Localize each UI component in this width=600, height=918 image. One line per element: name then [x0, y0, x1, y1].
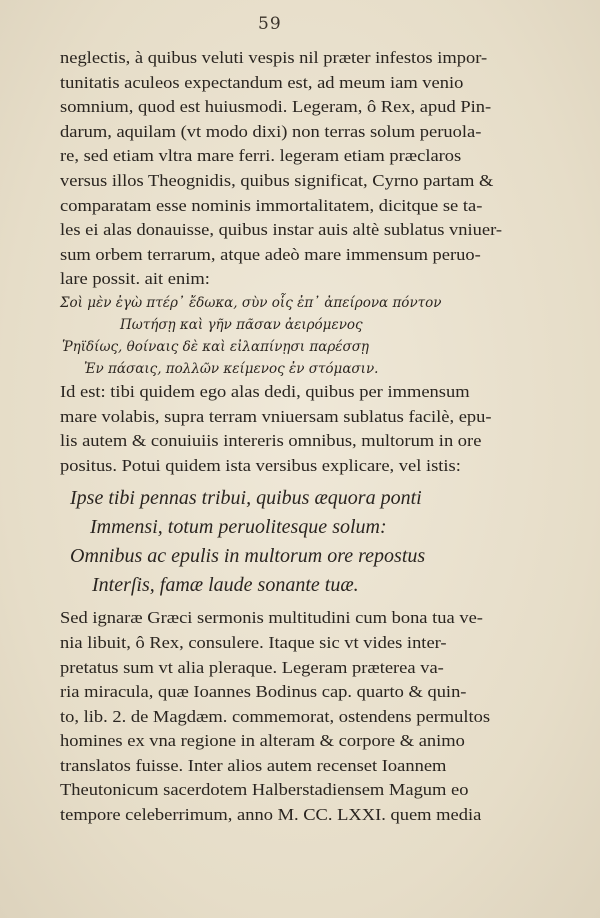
- greek-verse-line: Πωτήσῃ καὶ γῆν πᾶσαν ἀειρόμενος: [120, 316, 363, 333]
- page-number: 59: [258, 14, 282, 34]
- greek-verse-line: Ἐν πάσαις, πολλῶν κείμενος ἐν στόμασιν.: [84, 360, 379, 377]
- latin-verse-line: Omnibus ac epulis in multorum ore repostus: [70, 545, 426, 568]
- text-line: lare possit. ait enim:: [60, 269, 210, 289]
- text-line: Theutonicum sacerdotem Halberstadiensem Magum eo: [60, 780, 469, 800]
- text-line: homines ex vna regione in alteram & corpore & animo: [60, 731, 465, 751]
- text-line: comparatam esse nominis immortalitatem, dicitque se ta-: [60, 195, 483, 215]
- latin-verse-line: Interſis, famæ laude sonante tuæ.: [92, 574, 359, 597]
- latin-verse-line: Immensi, totum peruolitesque solum:: [90, 516, 387, 539]
- text-line: lis autem & conuiuiis intereris omnibus, multorum in ore: [60, 431, 482, 451]
- paragraph-1: [60, 46, 520, 292]
- text-line: somnium, quod est huiusmodi. Legeram, ô Rex, apud Pin-: [60, 97, 492, 117]
- paragraph-3: [60, 606, 520, 827]
- text-line: sum orbem terrarum, atque adeò mare immensum peruo-: [60, 244, 481, 264]
- text-line: Sed ignaræ Græci sermonis multitudini cum bona tua ve-: [60, 608, 483, 628]
- text-line: ria miracula, quæ Ioannes Bodinus cap. quarto & quin-: [60, 682, 467, 702]
- text-line: tempore celeberrimum, anno M. CC. LXXI. quem media: [60, 805, 482, 825]
- text-line: darum, aquilam (vt modo dixi) non terras solum peruola-: [60, 121, 482, 141]
- text-line: Id est: tibi quidem ego alas dedi, quibus per immensum: [60, 381, 470, 401]
- text-line: neglectis, à quibus veluti vespis nil præter infestos impor-: [60, 48, 488, 67]
- latin-verse-line: Ipse tibi pennas tribui, quibus æquora ponti: [70, 487, 422, 510]
- paragraph-2: [60, 380, 520, 478]
- text-line: to, lib. 2. de Magdæm. commemorat, ostendens permultos: [60, 706, 491, 726]
- text-line: re, sed etiam vltra mare ferri. legeram etiam præclaros: [60, 146, 462, 166]
- text-block: [60, 46, 520, 828]
- greek-verse-line: Σοὶ μὲν ἐγὼ πτέρ᾽ ἔδωκα, σὺν οἷς ἐπ᾽ ἀπείρονα πόντον: [60, 294, 442, 311]
- text-line: nia libuit, ô Rex, consulere. Itaque sic vt vides inter-: [60, 632, 447, 652]
- text-line: positus. Potui quidem ista versibus explicare, vel istis:: [60, 455, 461, 475]
- text-line: les ei alas donauisse, quibus instar auis altè sublatus vniuer-: [60, 220, 503, 240]
- text-line: mare volabis, supra terram vniuersam sublatus facilè, epu-: [60, 406, 492, 426]
- text-line: tunitatis aculeos expectandum est, ad meum iam venio: [60, 72, 464, 92]
- text-line: versus illos Theognidis, quibus significat, Cyrno partam &: [60, 170, 494, 190]
- text-line: pretatus sum vt alia pleraque. Legeram præterea va-: [60, 657, 444, 677]
- text-line: translatos fuisse. Inter alios autem recenset Ioannem: [60, 755, 447, 775]
- greek-verse-line: Ῥηϊδίως, θοίναις δὲ καὶ εἰλαπίνῃσι παρέσσῃ: [62, 338, 370, 355]
- latin-verses: [60, 484, 520, 600]
- greek-verses: [60, 292, 520, 380]
